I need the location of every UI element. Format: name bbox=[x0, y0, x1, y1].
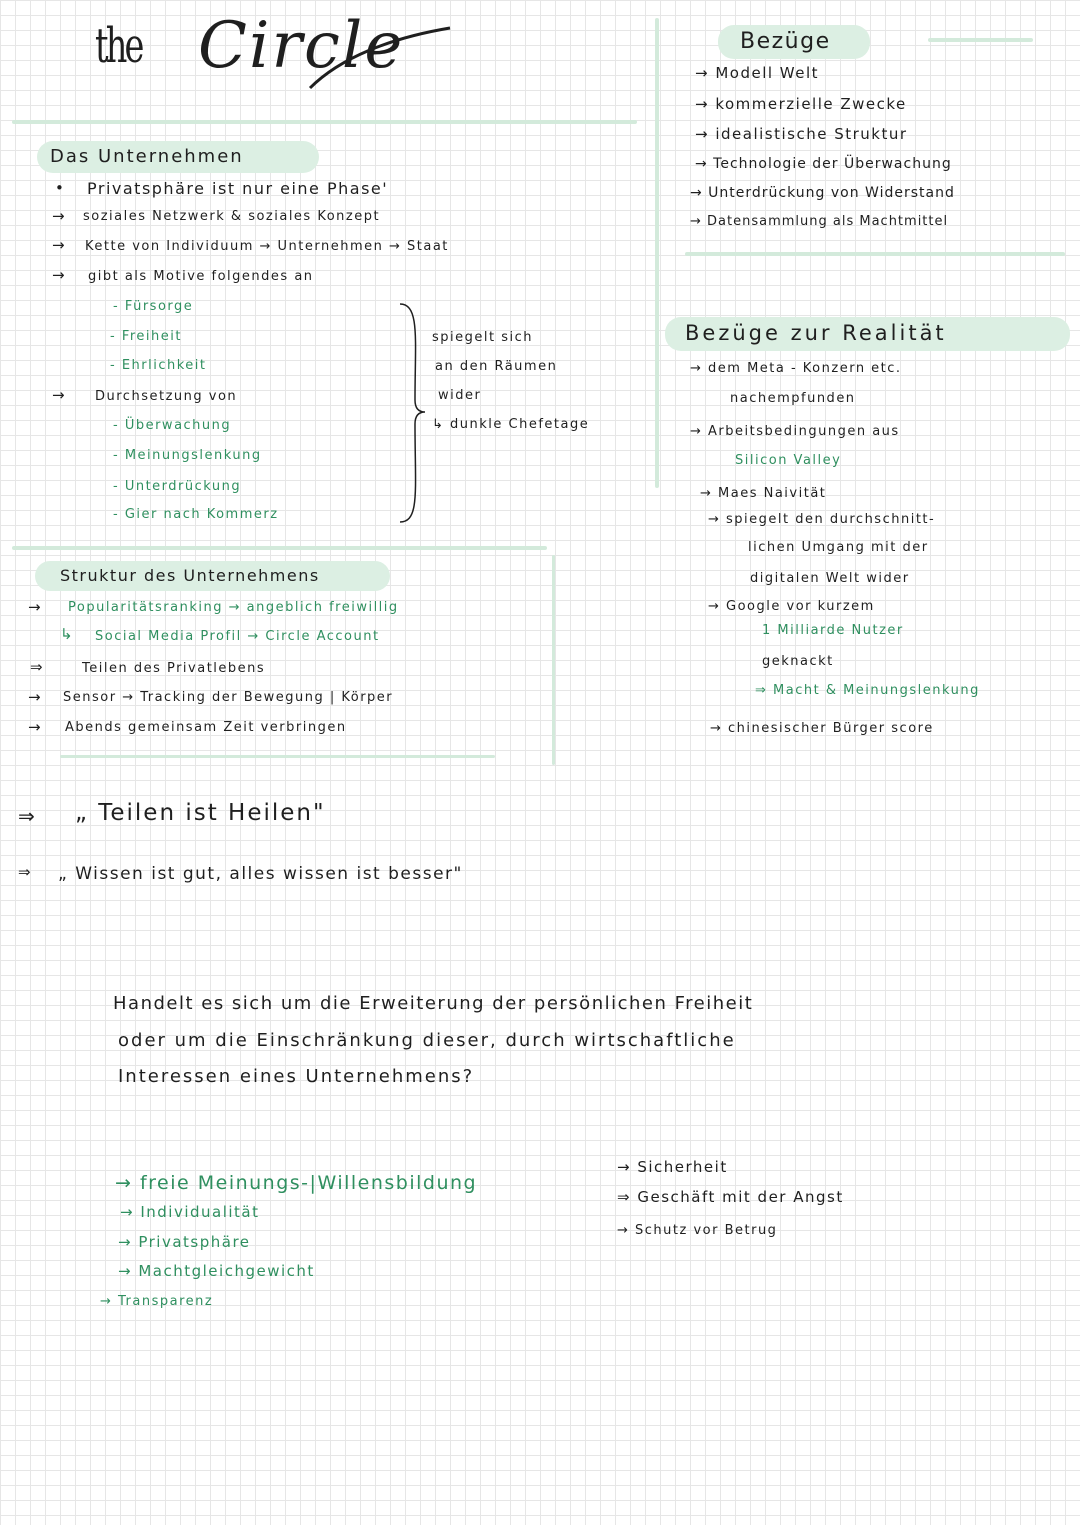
divider-line bbox=[928, 38, 1033, 42]
freedom-point: → Machtgleichgewicht bbox=[118, 1262, 315, 1280]
list-marker: → bbox=[28, 688, 43, 706]
list-marker: • bbox=[55, 179, 66, 197]
note-line: Privatsphäre ist nur eine Phase' bbox=[87, 179, 389, 198]
reality-line: digitalen Welt wider bbox=[750, 571, 910, 586]
restriction-point: ⇒ Geschäft mit der Angst bbox=[617, 1188, 844, 1206]
brace-note: ↳ dunkle Chefetage bbox=[432, 417, 590, 432]
brace-note: spiegelt sich bbox=[432, 330, 533, 345]
divider-line bbox=[552, 555, 555, 765]
note-line: Abends gemeinsam Zeit verbringen bbox=[65, 720, 347, 735]
divider-line bbox=[655, 18, 659, 488]
restriction-point: → Schutz vor Betrug bbox=[617, 1223, 778, 1238]
quote-line: „ Teilen ist Heilen" bbox=[75, 800, 326, 826]
reference-line: → Unterdrückung von Widerstand bbox=[690, 185, 955, 201]
brace-note: an den Räumen bbox=[435, 359, 558, 374]
motive-item: - Ehrlichkeit bbox=[110, 358, 207, 373]
list-marker: → bbox=[52, 236, 67, 254]
reference-line: → Datensammlung als Machtmittel bbox=[690, 214, 949, 229]
reference-line: → Modell Welt bbox=[695, 64, 820, 82]
control-item: - Unterdrückung bbox=[113, 479, 242, 494]
section-heading-struktur: Struktur des Unternehmens bbox=[60, 566, 320, 585]
motive-item: - Fürsorge bbox=[113, 299, 194, 314]
reality-line: → spiegelt den durchschnitt- bbox=[708, 512, 936, 527]
question-line: Interessen eines Unternehmens? bbox=[118, 1066, 475, 1087]
curly-brace bbox=[395, 300, 435, 530]
divider-line bbox=[12, 546, 547, 550]
note-line: Durchsetzung von bbox=[95, 389, 238, 404]
reality-line: ⇒ Macht & Meinungslenkung bbox=[755, 683, 980, 698]
section-heading-bezuege: Bezüge bbox=[740, 29, 831, 54]
list-marker: ⇒ bbox=[18, 804, 37, 828]
reality-line: → chinesischer Bürger score bbox=[710, 721, 934, 736]
freedom-point: → Individualität bbox=[120, 1203, 260, 1221]
note-line: soziales Netzwerk & soziales Konzept bbox=[83, 209, 381, 224]
list-marker: ⇒ bbox=[30, 658, 45, 676]
note-line: Kette von Individuum → Unternehmen → Staat bbox=[85, 239, 449, 254]
list-marker: ⇒ bbox=[18, 863, 33, 881]
reference-line: → Technologie der Überwachung bbox=[695, 156, 952, 172]
reality-line: geknackt bbox=[762, 654, 834, 669]
freedom-point: → freie Meinungs-|Willensbildung bbox=[115, 1172, 478, 1194]
brace-note: wider bbox=[438, 388, 482, 403]
list-marker: → bbox=[52, 207, 67, 225]
reality-line: → Maes Naivität bbox=[700, 486, 827, 501]
reality-line: → Arbeitsbedingungen aus bbox=[690, 424, 900, 439]
freedom-point: → Transparenz bbox=[100, 1294, 214, 1309]
page-title-the: the bbox=[95, 18, 142, 74]
list-marker: → bbox=[28, 718, 43, 736]
list-marker: → bbox=[52, 386, 67, 404]
divider-line bbox=[685, 252, 1065, 256]
divider-line bbox=[60, 755, 495, 758]
quote-line: „ Wissen ist gut, alles wissen ist besser" bbox=[58, 864, 463, 884]
control-item: - Überwachung bbox=[113, 418, 232, 433]
note-line: Teilen des Privatlebens bbox=[82, 661, 266, 676]
reference-line: → kommerzielle Zwecke bbox=[695, 95, 907, 113]
reality-line: → Google vor kurzem bbox=[708, 599, 875, 614]
question-line: oder um die Einschränkung dieser, durch wirtschaftliche bbox=[118, 1030, 736, 1051]
divider-line bbox=[12, 120, 637, 124]
question-line: Handelt es sich um die Erweiterung der persönlichen Freiheit bbox=[113, 993, 754, 1014]
reality-line: 1 Milliarde Nutzer bbox=[762, 623, 904, 638]
control-item: - Meinungslenkung bbox=[113, 448, 262, 463]
note-line: Sensor → Tracking der Bewegung | Körper bbox=[63, 690, 394, 705]
note-line: Social Media Profil → Circle Account bbox=[95, 629, 380, 644]
list-marker: → bbox=[52, 266, 67, 284]
reality-line: Silicon Valley bbox=[735, 453, 842, 468]
reality-line: lichen Umgang mit der bbox=[748, 540, 929, 555]
list-marker: → bbox=[28, 598, 43, 616]
restriction-point: → Sicherheit bbox=[617, 1158, 728, 1176]
list-marker: ↳ bbox=[60, 625, 75, 643]
reality-line: → dem Meta - Konzern etc. bbox=[690, 361, 902, 376]
reference-line: → idealistische Struktur bbox=[695, 125, 908, 143]
section-heading-realitaet: Bezüge zur Realität bbox=[685, 321, 947, 345]
control-item: - Gier nach Kommerz bbox=[113, 507, 279, 522]
note-line: gibt als Motive folgendes an bbox=[88, 269, 314, 284]
motive-item: - Freiheit bbox=[110, 329, 182, 344]
title-underline-swash bbox=[300, 18, 460, 98]
reality-line: nachempfunden bbox=[730, 391, 856, 406]
freedom-point: → Privatsphäre bbox=[118, 1233, 251, 1251]
note-line: Popularitätsranking → angeblich freiwillig bbox=[68, 600, 399, 615]
section-heading-unternehmen: Das Unternehmen bbox=[50, 146, 244, 167]
page-title-circle: Circle bbox=[198, 9, 405, 83]
